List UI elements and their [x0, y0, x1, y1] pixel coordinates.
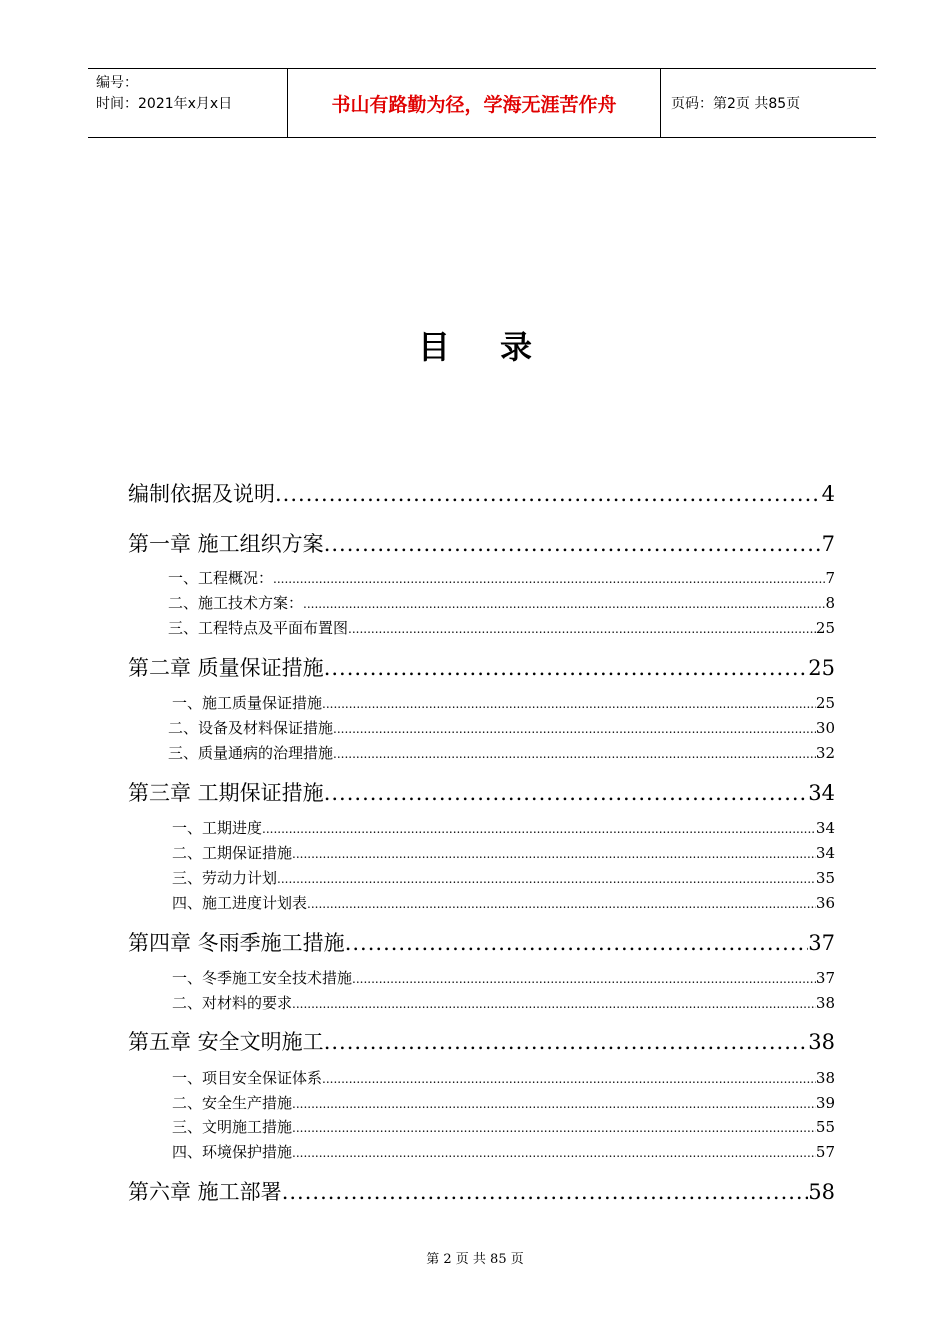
toc-entry[interactable]	[0, 777, 950, 807]
toc-entry-page: 55	[815, 1118, 835, 1136]
toc-entry[interactable]	[0, 1116, 950, 1137]
toc-entry-label: 三、劳动力计划	[172, 869, 278, 887]
toc-leader-dots	[277, 872, 816, 886]
toc-entry[interactable]	[0, 1067, 950, 1088]
toc-entry-page: 36	[815, 894, 835, 912]
toc-entry[interactable]	[0, 842, 950, 863]
toc-leader-dots	[292, 847, 816, 861]
toc-entry-label: 三、工程特点及平面布置图	[168, 619, 349, 637]
toc-entry[interactable]	[0, 1176, 950, 1206]
toc-entry-page: 34	[808, 781, 835, 805]
toc-entry-label: 二、施工技术方案：	[168, 594, 304, 612]
toc-entry-page: 30	[815, 719, 835, 737]
toc-entry-page: 4	[821, 482, 835, 506]
page-header	[88, 68, 876, 138]
toc-leader-dots	[273, 572, 825, 586]
toc-entry[interactable]	[0, 528, 950, 558]
toc-entry[interactable]	[0, 717, 950, 738]
toc-entry-page: 57	[815, 1143, 835, 1161]
toc-leader-dots	[324, 781, 809, 805]
toc-leader-dots	[292, 1146, 816, 1160]
toc-entry-label: 二、工期保证措施	[172, 844, 293, 862]
header-meta	[88, 69, 288, 137]
toc-entry[interactable]	[0, 967, 950, 988]
toc-entry-label: 第二章 质量保证措施	[128, 656, 324, 680]
toc-leader-dots	[262, 822, 816, 836]
toc-entry-label: 三、文明施工措施	[172, 1118, 293, 1136]
toc-leader-dots	[324, 656, 809, 680]
toc-entry-label: 第一章 施工组织方案	[128, 532, 324, 556]
toc-leader-dots	[292, 997, 816, 1011]
toc-entry-page: 8	[825, 594, 835, 612]
toc-entry-page: 38	[808, 1030, 835, 1054]
toc-leader-dots	[292, 1121, 816, 1135]
toc-entry-label: 一、工程概况：	[168, 569, 274, 587]
toc-entry-label: 一、工期进度	[172, 819, 263, 837]
toc-entry[interactable]	[0, 1092, 950, 1113]
toc-entry-label: 二、设备及材料保证措施	[168, 719, 334, 737]
toc-entry-page: 34	[815, 819, 835, 837]
toc-entry-page: 25	[815, 694, 835, 712]
toc-entry-page: 7	[821, 532, 835, 556]
toc-leader-dots	[303, 597, 825, 611]
toc-leader-dots	[345, 931, 809, 955]
toc-entry[interactable]	[0, 927, 950, 957]
toc-entry-page: 25	[815, 619, 835, 637]
toc-leader-dots	[322, 697, 816, 711]
toc-entry[interactable]	[0, 478, 950, 508]
toc-entry[interactable]	[0, 592, 950, 613]
toc-entry-label: 四、环境保护措施	[172, 1143, 293, 1161]
toc-entry-page: 39	[815, 1094, 835, 1112]
toc-entry-label: 第四章 冬雨季施工措施	[128, 931, 345, 955]
toc-leader-dots	[307, 897, 816, 911]
toc-entry-label: 第三章 工期保证措施	[128, 781, 324, 805]
toc-leader-dots	[282, 1180, 809, 1204]
toc-entry-page: 25	[808, 656, 835, 680]
toc-entry-page: 34	[815, 844, 835, 862]
toc-leader-dots	[324, 532, 822, 556]
toc-entry-label: 四、施工进度计划表	[172, 894, 308, 912]
toc-entry[interactable]	[0, 742, 950, 763]
toc-entry-page: 37	[815, 969, 835, 987]
toc-entry-label: 三、质量通病的治理措施	[168, 744, 334, 762]
toc-leader-dots	[348, 622, 816, 636]
toc-entry-label: 二、对材料的要求	[172, 994, 293, 1012]
toc-entry-label: 第六章 施工部署	[128, 1180, 282, 1204]
document-number-label: 编号：	[96, 75, 138, 91]
toc-entry-label: 编制依据及说明	[128, 482, 275, 506]
toc-title: 目录	[417, 328, 582, 366]
toc-entry[interactable]	[0, 692, 950, 713]
toc-entry-page: 38	[815, 994, 835, 1012]
toc-entry[interactable]	[0, 992, 950, 1013]
toc-entry[interactable]	[0, 867, 950, 888]
toc-entry-label: 一、冬季施工安全技术措施	[172, 969, 353, 987]
header-page-info: 页码：第2页 共85页	[671, 96, 801, 112]
toc-entry-page: 7	[825, 569, 835, 587]
toc-entry-page: 58	[808, 1180, 835, 1204]
toc-leader-dots	[322, 1072, 816, 1086]
toc-entry-label: 二、安全生产措施	[172, 1094, 293, 1112]
toc-leader-dots	[324, 1030, 809, 1054]
toc-leader-dots	[352, 972, 816, 986]
toc-entry-label: 一、项目安全保证体系	[172, 1069, 323, 1087]
toc-entry-page: 35	[815, 869, 835, 887]
toc-entry-label: 一、施工质量保证措施	[172, 694, 323, 712]
toc-entry[interactable]	[0, 1026, 950, 1056]
toc-entry-page: 37	[808, 931, 835, 955]
toc-entry[interactable]	[0, 1141, 950, 1162]
toc-leader-dots	[333, 722, 816, 736]
toc-entry-label: 第五章 安全文明施工	[128, 1030, 324, 1054]
toc-entry[interactable]	[0, 617, 950, 638]
toc-leader-dots	[333, 747, 816, 761]
header-motto: 书山有路勤为径，学海无涯苦作舟	[288, 69, 661, 137]
toc-leader-dots	[292, 1097, 816, 1111]
toc-entry[interactable]	[0, 892, 950, 913]
toc-entry[interactable]	[0, 817, 950, 838]
toc-entry-page: 32	[815, 744, 835, 762]
page-footer: 第 2 页 共 85 页	[426, 1252, 524, 1267]
toc-leader-dots	[275, 482, 822, 506]
toc-entry-page: 38	[815, 1069, 835, 1087]
document-time-label: 时间：2021年x月x日	[96, 96, 233, 112]
toc-entry[interactable]	[0, 652, 950, 682]
toc-entry[interactable]	[0, 567, 950, 588]
